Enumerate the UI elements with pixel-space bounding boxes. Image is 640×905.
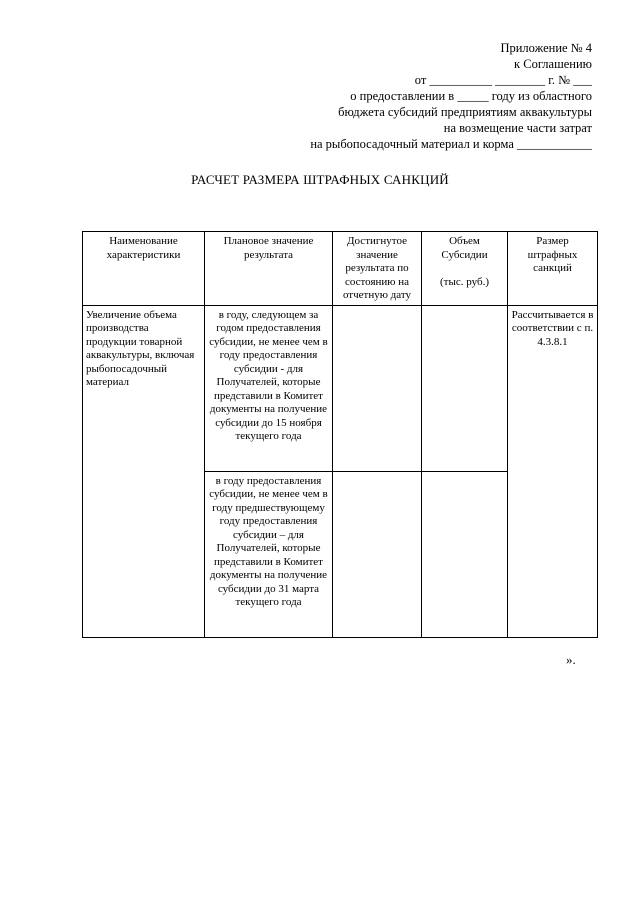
table-header-row: [83, 232, 598, 306]
header-budget-subsidies: бюджета субсидий предприятиям аквакультуры: [338, 105, 592, 119]
header-appendix-number: Приложение № 4: [500, 41, 592, 55]
subsidy-volume-cell: [422, 305, 508, 471]
characteristic-cell: Увеличение объема производства продукции товарной аквакультуры, включая рыбопосадочный материал: [83, 305, 205, 637]
header-volume-unit: (тыс. руб.): [440, 276, 489, 288]
header-volume-gap: [425, 262, 504, 276]
header-volume-cell: [422, 232, 508, 306]
subsidy-volume-cell: [422, 471, 508, 637]
header-provision-year: о предоставлении в _____ году из областного: [350, 89, 592, 103]
header-achieved-cell: Достигнутое значение результата по состоянию на отчетную дату: [333, 232, 422, 306]
table-row: [83, 305, 598, 471]
planned-value-cell: в году предоставления субсидии, не менее чем в году предшествующему году предоставления субсидии – для Получателей, которые представили в Комитет документы на получение субсидии до 31 марта текущего года: [205, 471, 333, 637]
header-date-number: от __________ ________ г. № ___: [414, 73, 592, 87]
penalty-size-cell: Рассчитывается в соответствии с п. 4.3.8.1: [508, 305, 598, 637]
document-title: РАСЧЕТ РАЗМЕРА ШТРАФНЫХ САНКЦИЙ: [191, 172, 449, 187]
header-volume-label: Объем Субсидии: [441, 235, 488, 261]
achieved-value-cell: [333, 305, 422, 471]
header-planned-cell: Плановое значение результата: [205, 232, 333, 306]
penalty-table: [82, 231, 598, 638]
header-name-cell: Наименование характеристики: [83, 232, 205, 306]
header-agreement: к Соглашению: [514, 57, 592, 71]
planned-value-cell: в году, следующем за годом предоставления субсидии, не менее чем в году предоставления субсидии - для Получателей, которые представили в Комитет документы на получение субсидии до 15 ноября текущего года: [205, 305, 333, 471]
header-fish-material: на рыбопосадочный материал и корма ____________: [310, 137, 592, 151]
closing-quote: ».: [566, 652, 576, 667]
appendix-header: [212, 40, 592, 152]
header-penalty-cell: Размер штрафных санкций: [508, 232, 598, 306]
header-cost-compensation: на возмещение части затрат: [443, 121, 592, 135]
achieved-value-cell: [333, 471, 422, 637]
